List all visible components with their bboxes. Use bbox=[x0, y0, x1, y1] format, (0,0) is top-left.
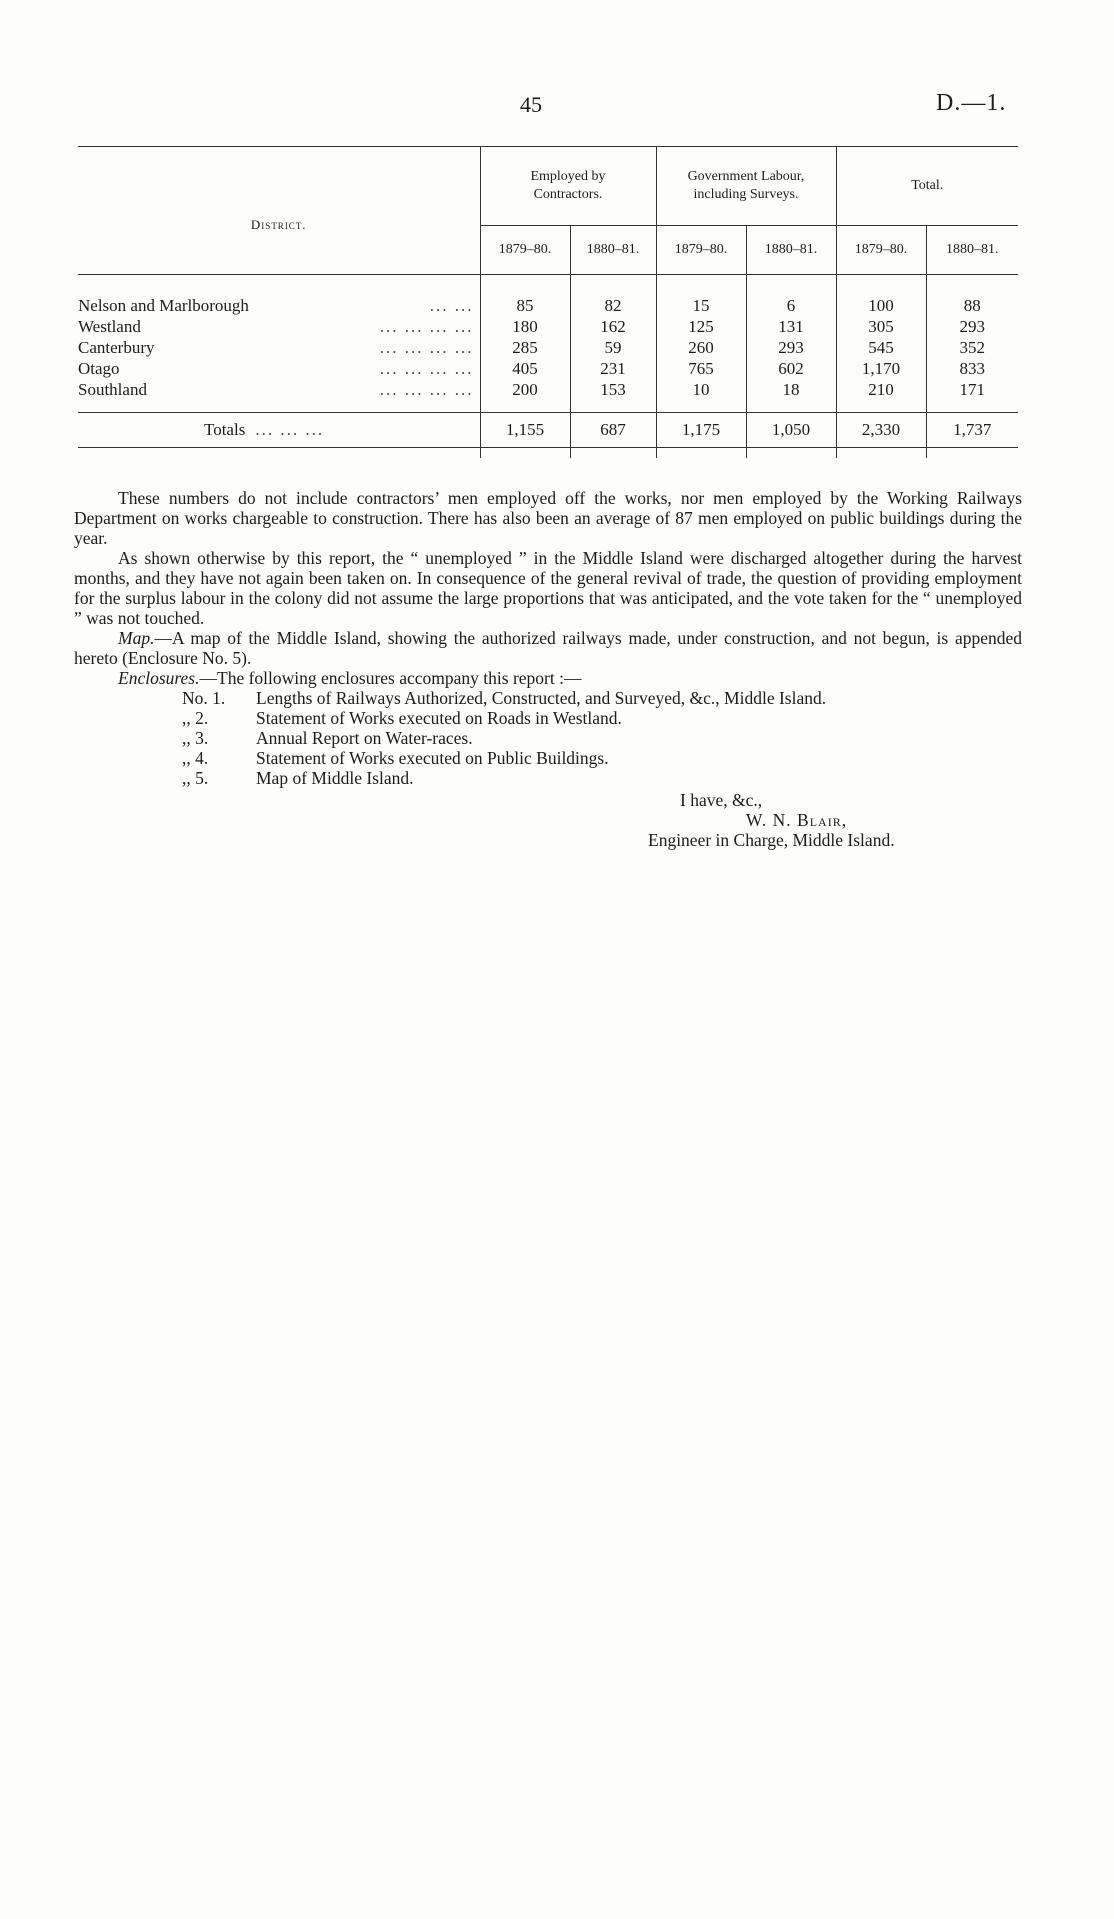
table-cell: 1,175 bbox=[656, 413, 746, 448]
table-row bbox=[78, 358, 1018, 379]
year-header: 1879–80. bbox=[480, 226, 570, 275]
leader-dots: ... ... bbox=[429, 296, 474, 315]
leader-dots: ... ... ... ... bbox=[379, 359, 474, 378]
table-cell: 85 bbox=[480, 295, 570, 316]
map-label: Map. bbox=[118, 628, 155, 648]
table-cell: 131 bbox=[746, 316, 836, 337]
table-cell: 602 bbox=[746, 358, 836, 379]
enclosure-number: ,, 2. bbox=[182, 708, 209, 728]
totals-row bbox=[78, 413, 1018, 448]
table-row bbox=[78, 295, 1018, 316]
enclosures-text: —The following enclosures accompany this report :— bbox=[199, 668, 582, 688]
table-cell: 1,170 bbox=[836, 358, 926, 379]
enclosure-number: ,, 5. bbox=[182, 768, 209, 788]
map-paragraph bbox=[74, 628, 1022, 668]
year-header: 1879–80. bbox=[836, 226, 926, 275]
enclosure-number: ,, 3. bbox=[182, 728, 209, 748]
totals-label: Totals bbox=[204, 420, 246, 439]
table-row bbox=[78, 316, 1018, 337]
table-cell: 1,155 bbox=[480, 413, 570, 448]
government-labour-header: Government Labour, including Surveys. bbox=[656, 147, 836, 226]
signature-block bbox=[74, 790, 1022, 850]
district-header: District. bbox=[250, 216, 307, 232]
table-cell: 125 bbox=[656, 316, 746, 337]
employment-stats-table bbox=[78, 146, 1018, 458]
contractors-header: Employed by Contractors. bbox=[480, 147, 656, 226]
table-cell: 162 bbox=[570, 316, 656, 337]
table-cell: 285 bbox=[480, 337, 570, 358]
enclosure-text: Statement of Works executed on Roads in Westland. bbox=[256, 708, 622, 728]
enclosure-text: Map of Middle Island. bbox=[256, 768, 414, 788]
paragraph: As shown otherwise by this report, the “ unemployed ” in the Middle Island were discharged altogether during the harvest months, and they have not again been taken on. In consequence of the general revival of trade, the question of providing employment for the surplus labour in the colony did not assume the large proportions that was anticipated, and the vote taken for the “ unemployed ” was not touched. bbox=[74, 548, 1022, 628]
report-body bbox=[74, 488, 1022, 850]
district-name: Canterbury bbox=[78, 338, 155, 357]
table-row bbox=[78, 379, 1018, 400]
year-header: 1879–80. bbox=[656, 226, 746, 275]
table-cell: 1,737 bbox=[926, 413, 1018, 448]
table-cell: 305 bbox=[836, 316, 926, 337]
table-cell: 293 bbox=[926, 316, 1018, 337]
enclosure-text: Annual Report on Water-races. bbox=[256, 728, 473, 748]
table-cell: 210 bbox=[836, 379, 926, 400]
table-cell: 260 bbox=[656, 337, 746, 358]
signatory-title: Engineer in Charge, Middle Island. bbox=[648, 830, 895, 850]
table-cell: 10 bbox=[656, 379, 746, 400]
leader-dots: ... ... ... bbox=[255, 420, 325, 439]
table-cell: 293 bbox=[746, 337, 836, 358]
table-cell: 88 bbox=[926, 295, 1018, 316]
table-cell: 180 bbox=[480, 316, 570, 337]
list-item bbox=[182, 688, 1022, 708]
enclosure-number: ,, 4. bbox=[182, 748, 209, 768]
paragraph: These numbers do not include contractors’ men employed off the works, nor men employed by the Working Railways Department on works chargeable to construction. There has also been an average of 87 men employed on public buildings during the year. bbox=[74, 488, 1022, 548]
enclosure-text: Lengths of Railways Authorized, Constructed, and Surveyed, &c., Middle Island. bbox=[256, 688, 827, 708]
table-cell: 2,330 bbox=[836, 413, 926, 448]
list-item bbox=[182, 708, 1022, 728]
document-code: D.—1. bbox=[936, 90, 1007, 116]
table-cell: 6 bbox=[746, 295, 836, 316]
table-cell: 153 bbox=[570, 379, 656, 400]
table-cell: 833 bbox=[926, 358, 1018, 379]
enclosure-text: Statement of Works executed on Public Buildings. bbox=[256, 748, 609, 768]
enclosure-list bbox=[182, 688, 1022, 788]
closing: I have, &c., bbox=[680, 790, 763, 810]
table-cell: 18 bbox=[746, 379, 836, 400]
district-name: Otago bbox=[78, 359, 120, 378]
list-item bbox=[182, 748, 1022, 768]
table-cell: 200 bbox=[480, 379, 570, 400]
year-header: 1880–81. bbox=[926, 226, 1018, 275]
table-cell: 1,050 bbox=[746, 413, 836, 448]
table-cell: 231 bbox=[570, 358, 656, 379]
table-cell: 171 bbox=[926, 379, 1018, 400]
year-header: 1880–81. bbox=[570, 226, 656, 275]
map-text: —A map of the Middle Island, showing the authorized railways made, under construction, and not begun, is appended hereto (Enclosure No. 5). bbox=[74, 628, 1022, 668]
signatory-name: W. N. Blair, bbox=[746, 810, 848, 830]
table-row bbox=[78, 337, 1018, 358]
district-name: Westland bbox=[78, 317, 141, 336]
enclosure-number: No. 1. bbox=[182, 688, 226, 708]
table-cell: 15 bbox=[656, 295, 746, 316]
page-number: 45 bbox=[520, 92, 542, 117]
table-cell: 100 bbox=[836, 295, 926, 316]
district-name: Southland bbox=[78, 380, 147, 399]
table-cell: 545 bbox=[836, 337, 926, 358]
enclosures-paragraph bbox=[74, 668, 1022, 688]
table-cell: 687 bbox=[570, 413, 656, 448]
table-cell: 405 bbox=[480, 358, 570, 379]
table-cell: 352 bbox=[926, 337, 1018, 358]
table-cell: 59 bbox=[570, 337, 656, 358]
list-item bbox=[182, 768, 1022, 788]
employment-table bbox=[78, 146, 1018, 458]
year-header: 1880–81. bbox=[746, 226, 836, 275]
district-name: Nelson and Marlborough bbox=[78, 296, 249, 315]
enclosures-label: Enclosures. bbox=[118, 668, 200, 688]
leader-dots: ... ... ... ... bbox=[379, 380, 474, 399]
list-item bbox=[182, 728, 1022, 748]
leader-dots: ... ... ... ... bbox=[379, 317, 474, 336]
table-cell: 82 bbox=[570, 295, 656, 316]
total-header: Total. bbox=[836, 147, 1018, 226]
leader-dots: ... ... ... ... bbox=[379, 338, 474, 357]
table-cell: 765 bbox=[656, 358, 746, 379]
